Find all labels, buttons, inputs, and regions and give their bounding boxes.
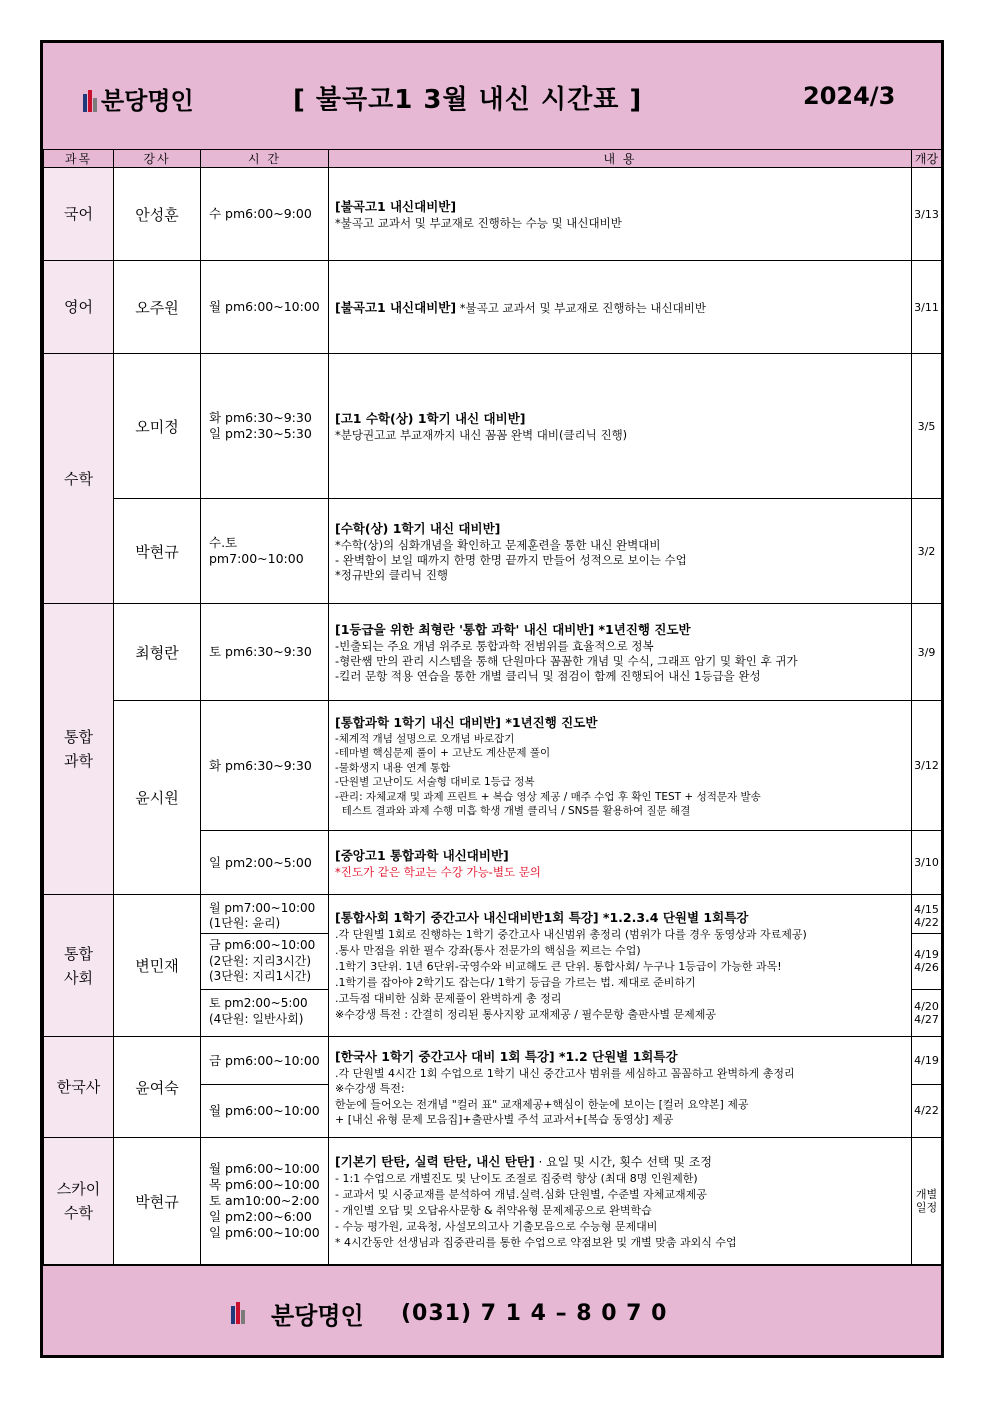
course-desc: *분당권고교 부교재까지 내신 꼼꼼 완벽 대비(클리닉 진행) <box>335 428 628 442</box>
content-cell <box>329 261 912 354</box>
teacher-cell: 박현규 <box>114 499 201 604</box>
brand-logo-icon <box>231 1302 245 1324</box>
subject-cell: 국어 <box>44 168 114 261</box>
course-desc: - 개인별 오답 및 오답유사문항 & 취약유형 문제제공으로 완벽학습 <box>335 1203 652 1217</box>
header-date: 2024/3 <box>803 82 896 110</box>
table-row <box>44 895 942 1037</box>
subject-cell: 영어 <box>44 261 114 354</box>
time-cell <box>201 895 329 1037</box>
brand-name: 분당명인 <box>101 87 194 115</box>
teacher-cell: 최형란 <box>114 604 201 701</box>
open-line: 4/26 <box>914 961 939 974</box>
brand-logo-icon <box>83 90 97 112</box>
table-row <box>44 1037 942 1138</box>
course-desc: 한눈에 들어오는 전개념 "컬러 표" 교재제공+핵심이 한눈에 보이는 [컬러 요약본] 제공 <box>335 1097 749 1111</box>
col-subject: 과목 <box>44 150 114 168</box>
open-date: 3/2 <box>912 499 942 604</box>
open-date: 3/5 <box>912 354 942 499</box>
time-line: 일 pm6:00~10:00 <box>209 1225 320 1240</box>
subject-cell <box>44 1138 114 1265</box>
table-row <box>44 499 942 604</box>
time-slot: 월 pm6:00~10:00 <box>209 1103 320 1118</box>
table-row <box>44 1138 942 1265</box>
table-row <box>44 604 942 701</box>
time-cell: 일 pm2:00~5:00 <box>201 831 329 895</box>
open-line: 개별 <box>915 1188 938 1201</box>
course-desc: .1학기를 잡아야 2학기도 잡는다/ 1학기 등급을 가르는 법. 제대로 준비하기 <box>335 976 696 989</box>
time-line: 일 pm2:00~6:00 <box>209 1209 312 1224</box>
course-title: [불곡고1 내신대비반] <box>335 199 457 214</box>
subject-line: 스카이 <box>56 1180 101 1198</box>
open-line: 4/22 <box>914 916 939 929</box>
col-time: 시 간 <box>201 150 329 168</box>
time-cell: 화 pm6:30~9:30 <box>201 701 329 831</box>
col-opening: 개강 <box>912 150 942 168</box>
time-line: (2단원: 지리3시간) <box>209 953 312 968</box>
course-desc: .각 단원별 4시간 1회 수업으로 1학기 내신 중간고사 범위를 세심하고 꼼꼼하고 완벽하게 총정리 <box>335 1066 795 1080</box>
course-title-line <box>335 1152 911 1171</box>
time-line: 목 pm6:00~10:00 <box>209 1177 320 1192</box>
time-cell <box>201 354 329 499</box>
content-cell <box>329 1138 912 1265</box>
course-desc: .각 단원별 1회로 진행하는 1학기 중간고사 내신범위 총정리 (범위가 다를 경우 동영상과 자료제공) <box>335 928 807 941</box>
open-date <box>912 1037 942 1138</box>
course-desc: -물화생지 내용 연계 통합 <box>335 761 451 774</box>
course-desc: .1학기 3단위. 1년 6단위-국영수와 비교해도 큰 단위. 통합사회/ 누구나 1등급이 가능한 과목! <box>335 960 782 973</box>
table-row <box>44 701 942 831</box>
open-date: 3/9 <box>912 604 942 701</box>
course-desc: -관리: 자체교재 및 과제 프린트 + 복습 영상 제공 / 매주 수업 후 확인 TEST + 성적문자 발송 <box>335 790 761 803</box>
content-cell <box>329 354 912 499</box>
course-desc: -체계적 개념 설명으로 오개념 바로잡기 <box>335 732 515 745</box>
footer-brand: 분당명인 <box>271 1302 364 1330</box>
course-title: [한국사 1학기 중간고사 대비 1회 특강] *1.2 단원별 1회특강 <box>335 1048 678 1064</box>
course-desc: -빈출되는 주요 개념 위주로 통합과학 전범위를 효율적으로 정복 <box>335 639 654 653</box>
course-desc: *불곡고 교과서 및 부교재로 진행하는 수능 및 내신대비반 <box>335 216 622 230</box>
teacher-cell: 안성훈 <box>114 168 201 261</box>
time-line: 월 pm6:00~10:00 <box>209 1161 320 1176</box>
subject-line: 사회 <box>64 968 93 987</box>
content-cell <box>329 831 912 895</box>
open-slot: 4/19 <box>912 1037 941 1085</box>
course-desc: - 1:1 수업으로 개별진도 및 난이도 조절로 집중력 향상 (최대 8명 인원제한) <box>335 1171 698 1185</box>
time-line: (3단원: 지리1시간) <box>209 969 312 983</box>
footer-band <box>43 1264 941 1357</box>
teacher-cell: 변민재 <box>114 895 201 1037</box>
subject-cell <box>44 604 114 895</box>
open-date <box>912 895 942 1037</box>
course-desc: * 4시간동안 선생님과 집중관리를 통한 수업으로 약점보완 및 개별 맞춤 과외식 수업 <box>335 1235 737 1249</box>
course-title: [중앙고1 통합과학 내신대비반] <box>335 847 509 863</box>
course-desc: -단원별 고난이도 서술형 대비로 1등급 정복 <box>335 776 535 788</box>
course-desc: -킬러 문항 적용 연습을 통한 개별 클리닉 및 점검이 함께 진행되어 내신 1등급을 완성 <box>335 669 761 683</box>
open-line: 4/27 <box>914 1013 939 1026</box>
course-title: [기본기 탄탄, 실력 탄탄, 내신 탄탄] <box>335 1153 535 1169</box>
phone-number: (031) 7 1 4 – 8 0 7 0 <box>401 1301 668 1326</box>
notice-text: *진도가 같은 학교는 수강 가능-별도 문의 <box>335 864 541 879</box>
header-band <box>43 43 941 151</box>
time-line: 일 pm2:30~5:30 <box>209 426 312 441</box>
open-line: 4/20 <box>914 1000 939 1013</box>
time-line: 월 pm7:00~10:00 <box>209 901 316 915</box>
course-desc: *수학(상)의 심화개념을 확인하고 문제훈련을 통한 내신 완벽대비 <box>335 538 661 552</box>
time-cell <box>201 1138 329 1265</box>
course-desc: ※수강생 특전 : 간결히 정리된 통사지왕 교재제공 / 필수문항 출판사별 문제제공 <box>335 1008 716 1021</box>
table-row <box>44 261 942 354</box>
course-title: [1등급을 위한 최형란 '통합 과학' 내신 대비반] *1년진행 진도반 <box>335 622 691 637</box>
time-slot <box>201 990 328 1035</box>
course-desc: *불곡고 교과서 및 부교재로 진행하는 내신대비반 <box>456 300 706 315</box>
open-date: 3/10 <box>912 831 942 895</box>
content-cell <box>329 168 912 261</box>
table-row <box>44 354 942 499</box>
subject-cell: 한국사 <box>44 1037 114 1138</box>
course-title: [불곡고1 내신대비반] <box>335 299 457 315</box>
course-desc: ※수강생 특전: <box>335 1082 405 1095</box>
open-slot: 4/22 <box>914 1104 939 1117</box>
open-slot <box>912 895 941 934</box>
content-cell <box>329 701 912 831</box>
time-line: 수.토 <box>209 535 238 550</box>
open-line: 4/15 <box>914 903 939 916</box>
open-date <box>912 1138 942 1265</box>
schedule-table <box>43 149 942 1265</box>
time-cell <box>201 499 329 604</box>
teacher-cell: 윤여숙 <box>114 1037 201 1138</box>
time-line: pm7:00~10:00 <box>209 551 304 566</box>
open-line: 일정 <box>915 1201 938 1214</box>
time-cell: 토 pm6:30~9:30 <box>201 604 329 701</box>
teacher-cell: 오주원 <box>114 261 201 354</box>
content-cell <box>329 604 912 701</box>
time-cell: 수 pm6:00~9:00 <box>201 168 329 261</box>
subject-line: 수학 <box>64 1204 93 1222</box>
col-teacher: 강사 <box>114 150 201 168</box>
open-date: 3/12 <box>912 701 942 831</box>
teacher-cell: 오미정 <box>114 354 201 499</box>
subject-cell: 수학 <box>44 354 114 604</box>
time-line: 화 pm6:30~9:30 <box>209 410 312 425</box>
content-cell <box>329 499 912 604</box>
course-title-note: · 요일 및 시간, 횟수 선택 및 조정 <box>534 1154 712 1169</box>
course-desc: - 수능 평가원, 교육청, 사설모의고사 기출모음으로 수능형 문제대비 <box>335 1219 658 1233</box>
course-desc: - 교과서 및 시중교재를 분석하여 개념.실력.심화 단원별, 수준별 자체교재제공 <box>335 1187 707 1201</box>
time-line: 토 am10:00~2:00 <box>209 1193 320 1208</box>
table-header-row <box>44 150 942 168</box>
subject-cell <box>44 895 114 1037</box>
time-cell: 월 pm6:00~10:00 <box>201 261 329 354</box>
subject-line: 통합 <box>64 728 93 746</box>
timetable-sheet <box>40 40 944 1358</box>
course-desc: 테스트 결과와 과제 수행 미흡 학생 개별 클리닉 / SNS를 활용하여 질문 해결 <box>335 805 691 817</box>
course-title: [통합사회 1학기 중간고사 내신대비반1회 특강] *1.2.3.4 단원별 1회특강 <box>335 910 749 925</box>
course-desc: + [내신 유형 문제 모음집]+출판사별 주석 교과서+[복습 동영상] 제공 <box>335 1113 674 1126</box>
content-cell <box>329 895 912 1037</box>
course-title: [통합과학 1학기 내신 대비반] *1년진행 진도반 <box>335 714 598 730</box>
open-slot <box>912 990 941 1035</box>
time-line: (1단원: 윤리) <box>209 916 281 930</box>
course-desc: - 완벽함이 보일 때까지 한명 한명 끝까지 만들어 성적으로 보이는 수업 <box>335 553 687 567</box>
col-content: 내 용 <box>329 150 912 168</box>
time-slot <box>201 895 328 934</box>
subject-line: 통합 <box>64 944 93 963</box>
open-line: 4/19 <box>914 948 939 961</box>
content-cell <box>329 1037 912 1138</box>
course-desc: *정규반외 클리닉 진행 <box>335 568 449 582</box>
course-desc: -형란쌤 만의 관리 시스템을 통해 단원마다 꼼꼼한 개념 및 수식, 그래프 암기 및 확인 후 귀가 <box>335 654 798 668</box>
time-cell <box>201 1037 329 1138</box>
time-slot: 금 pm6:00~10:00 <box>201 1037 328 1085</box>
course-title: [수학(상) 1학기 내신 대비반] <box>335 521 501 536</box>
open-date: 3/11 <box>912 261 942 354</box>
open-date: 3/13 <box>912 168 942 261</box>
course-desc: .통사 만점을 위한 필수 강좌(통사 전문가의 핵심을 찌르는 수업) <box>335 944 641 957</box>
course-title: [고1 수학(상) 1학기 내신 대비반] <box>335 411 526 426</box>
page-title: [ 불곡고1 3월 내신 시간표 ] <box>293 85 643 115</box>
time-line: 토 pm2:00~5:00 <box>209 996 308 1010</box>
subject-line: 과학 <box>64 752 93 770</box>
time-line: 금 pm6:00~10:00 <box>209 938 316 952</box>
open-slot <box>912 934 941 990</box>
teacher-cell: 박현규 <box>114 1138 201 1265</box>
course-desc: -테마별 핵심문제 풀이 + 고난도 계산문제 풀이 <box>335 747 551 759</box>
course-desc: .고득점 대비한 심화 문제풀이 완벽하게 총 정리 <box>335 992 562 1005</box>
table-row <box>44 168 942 261</box>
teacher-cell: 윤시원 <box>114 701 201 895</box>
time-line: (4단원: 일반사회) <box>209 1011 304 1026</box>
time-slot <box>201 934 328 990</box>
